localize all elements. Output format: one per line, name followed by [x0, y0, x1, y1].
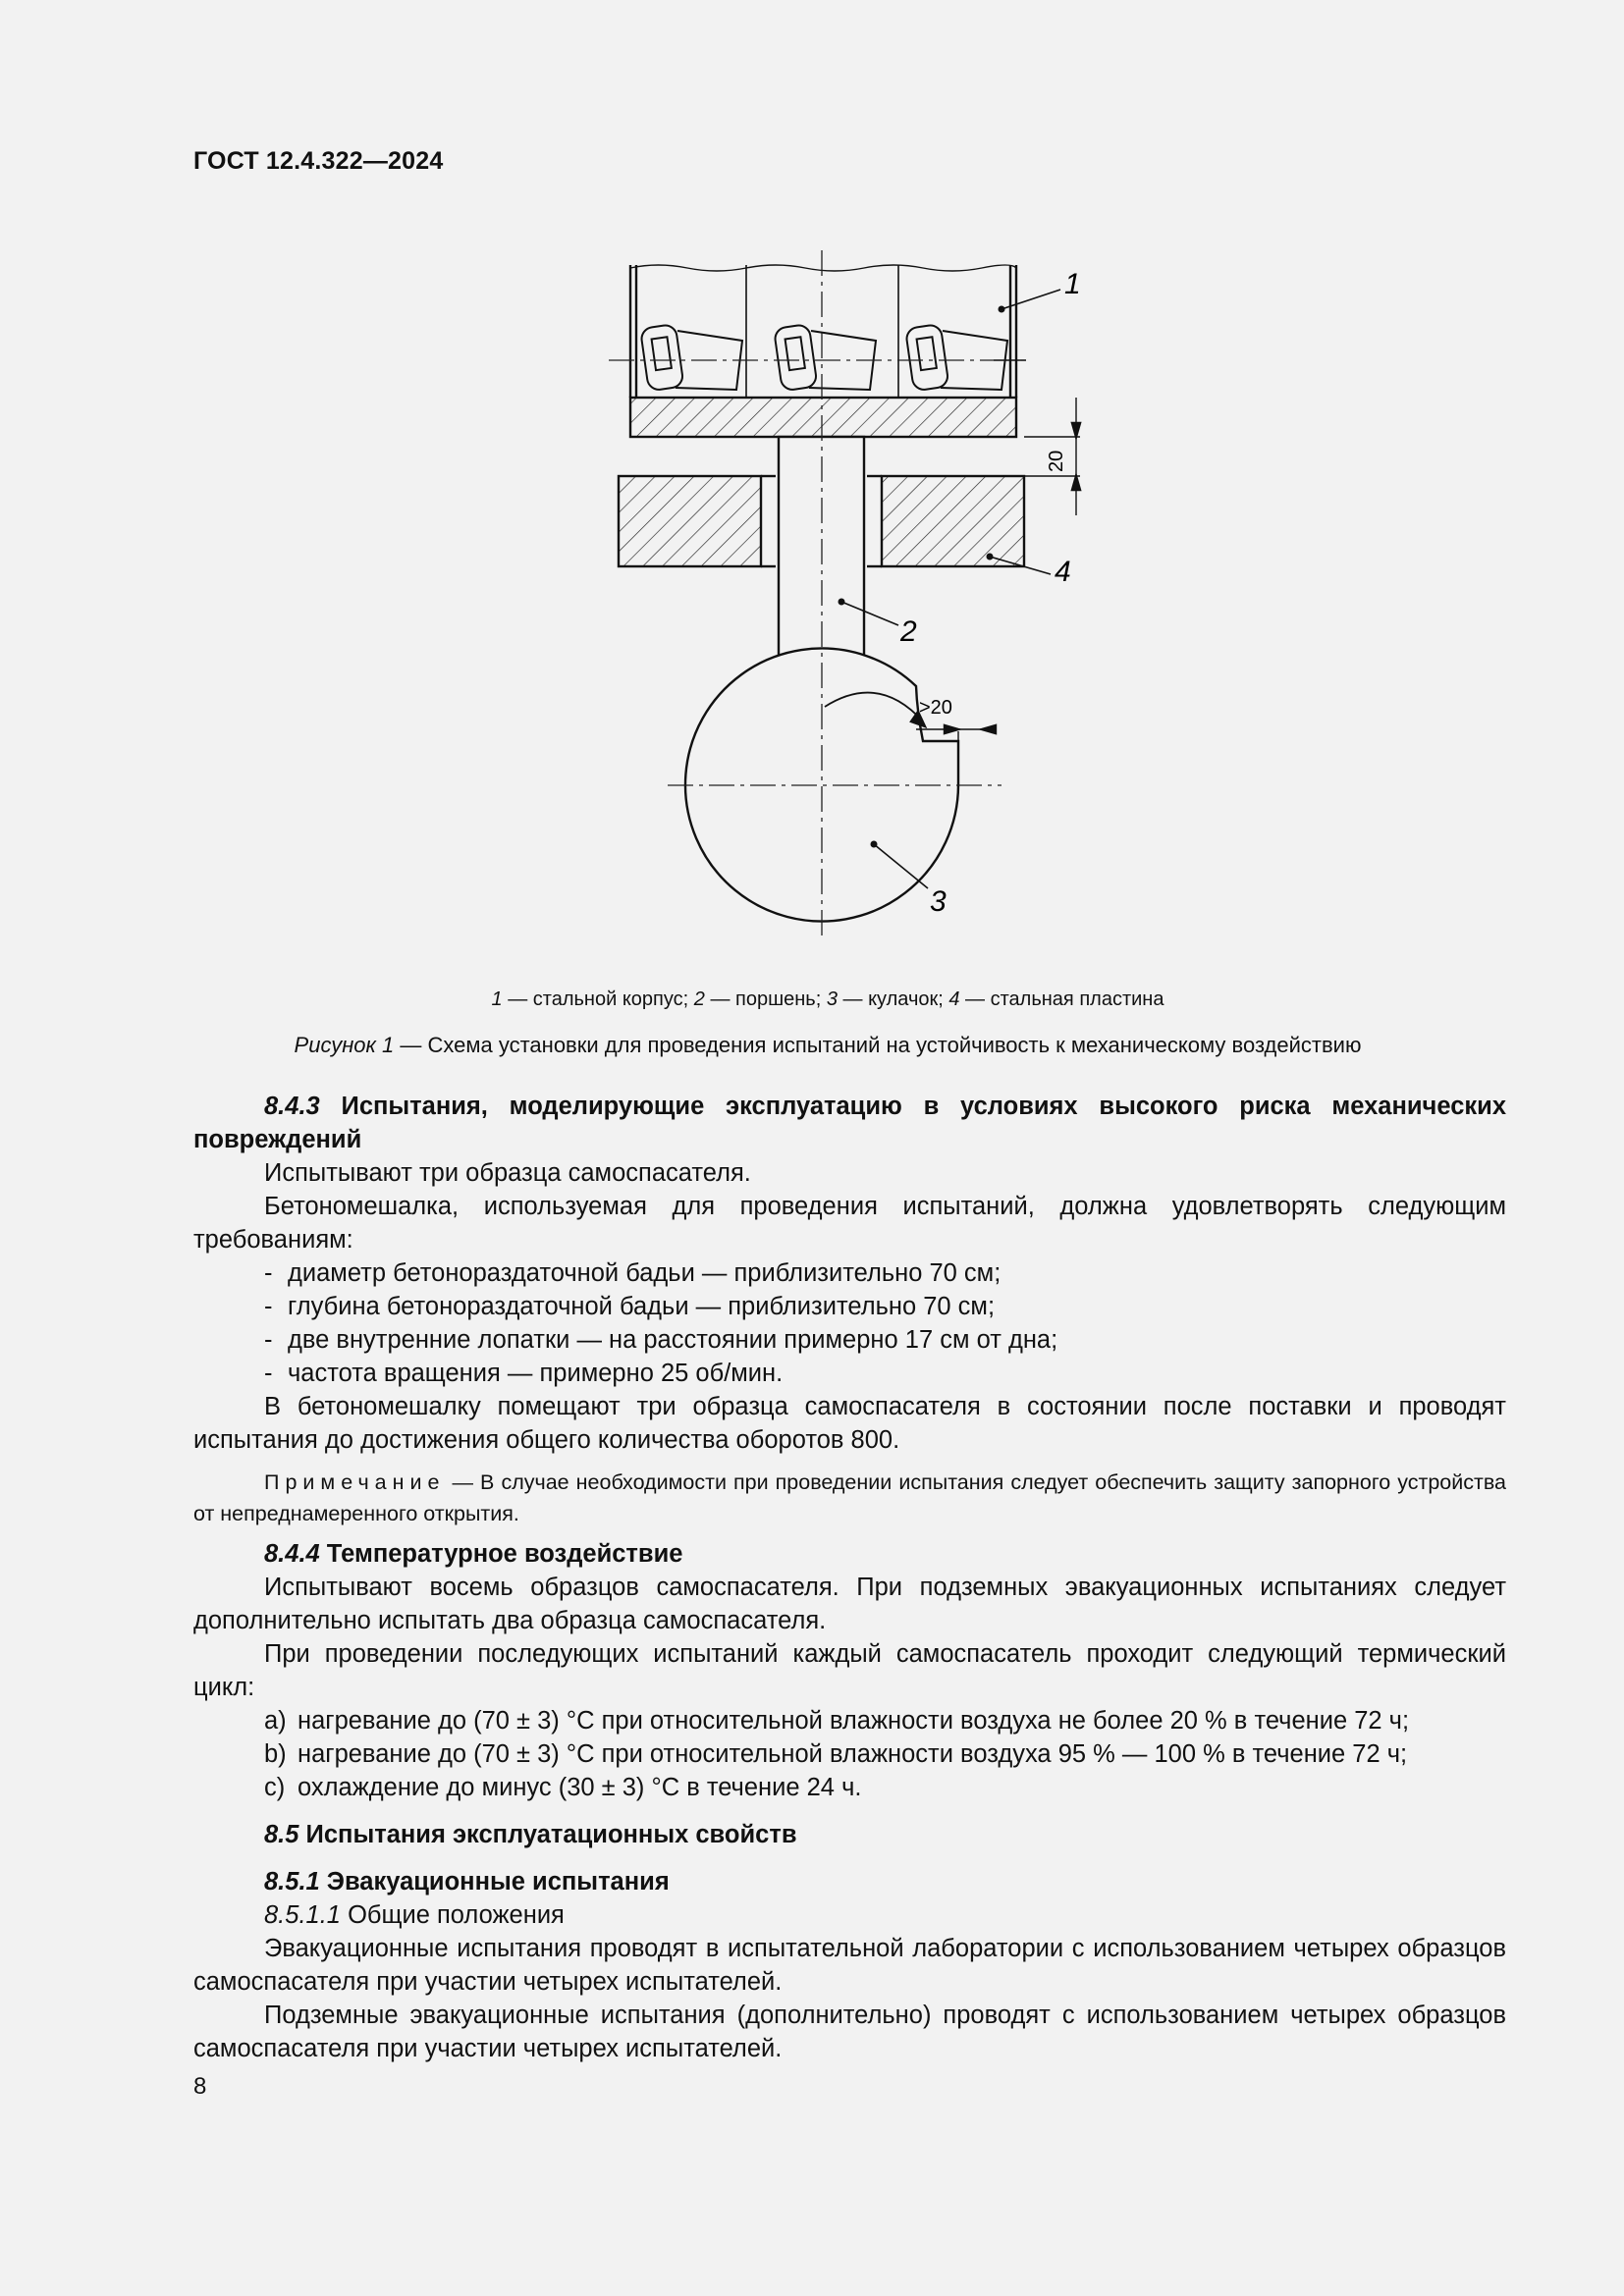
figure-caption — [193, 1033, 1462, 1058]
figure-legend: 1 — стальной корпус; 2 — поршень; 3 — кулачок; 4 — стальная пластина — [491, 988, 1164, 1010]
list-item: c) охлаждение до минус (30 ± 3) °С в течение 24 ч. — [264, 1774, 862, 1801]
figure-test-setup-diagram — [589, 250, 1139, 957]
paragraph: В бетономешалку помещают три образца самоспасателя в состоянии после поставки и проводят испытания до достижения общего количества оборотов 800. — [193, 1393, 1506, 1454]
list-item: a) нагревание до (70 ± 3) °С при относительной влажности воздуха не более 20 % в течение 72 ч; — [264, 1707, 1410, 1735]
list-item: - глубина бетонораздаточной бадьи — приблизительно 70 см; — [264, 1293, 996, 1320]
list-item: - две внутренние лопатки — на расстоянии примерно 17 см от дна; — [264, 1326, 1058, 1354]
note: Примечание — В случае необходимости при проведении испытания следует обеспечить защиту запорного устройства от непреднамеренного открытия. — [193, 1470, 1506, 1525]
paragraph: Эвакуационные испытания проводят в испытательной лаборатории с использованием четырех образцов самоспасателя при участии четырех испытателей. — [193, 1935, 1506, 1996]
body-text — [193, 1090, 1506, 2065]
dimension-clearance-label: >20 — [919, 697, 952, 719]
steel-housing — [630, 265, 1016, 398]
callout-1: 1 — [1064, 268, 1081, 300]
section-heading-8-4-3: 8.4.3 Испытания, моделирующие эксплуатацию в условиях высокого риска механических повреждений — [193, 1093, 1506, 1153]
paragraph: Испытывают восемь образцов самоспасателя. При подземных эвакуационных испытаниях следует дополнительно испытать два образца самоспасателя. — [193, 1574, 1506, 1634]
steel-plate-right — [882, 476, 1024, 566]
paragraph: Подземные эвакуационные испытания (дополнительно) проводят с использованием четырех образцов самоспасателя при участии четырех испытателей. — [193, 2002, 1506, 2062]
section-heading-8-5: 8.5 Испытания эксплуатационных свойств — [264, 1821, 797, 1848]
paragraph: Бетономешалка, используемая для проведения испытаний, должна удовлетворять следующим требованиям: — [193, 1193, 1506, 1254]
section-heading-8-4-4: 8.4.4 Температурное воздействие — [264, 1540, 683, 1568]
paragraph: При проведении последующих испытаний каждый самоспасатель проходит следующий термический цикл: — [193, 1640, 1506, 1701]
self-rescuer-samples — [640, 324, 1007, 391]
callout-4: 4 — [1055, 556, 1071, 588]
housing-base-plate — [630, 398, 1016, 437]
section-heading-8-5-1: 8.5.1 Эвакуационные испытания — [264, 1868, 670, 1896]
list-item: b) нагревание до (70 ± 3) °С при относительной влажности воздуха 95 % — 100 % в течение 72 ч; — [264, 1740, 1408, 1768]
list-item: - частота вращения — примерно 25 об/мин. — [264, 1360, 784, 1387]
document-code-header: ГОСТ 12.4.322—2024 — [193, 147, 444, 175]
figure-caption-prefix: Рисунок 1 — [294, 1033, 395, 1057]
callout-2: 2 — [900, 615, 917, 648]
page-number: 8 — [193, 2073, 207, 2100]
paragraph: Испытывают три образца самоспасателя. — [264, 1159, 751, 1187]
callout-3: 3 — [930, 885, 947, 918]
list-item: - диаметр бетонораздаточной бадьи — приблизительно 70 см; — [264, 1259, 1001, 1287]
figure-caption-text: — Схема установки для проведения испытаний на устойчивость к механическому воздействию — [394, 1033, 1362, 1057]
steel-plate-left — [619, 476, 761, 566]
subsection-heading-8-5-1-1: 8.5.1.1 Общие положения — [264, 1901, 565, 1929]
dimension-gap-label: 20 — [1046, 450, 1067, 472]
